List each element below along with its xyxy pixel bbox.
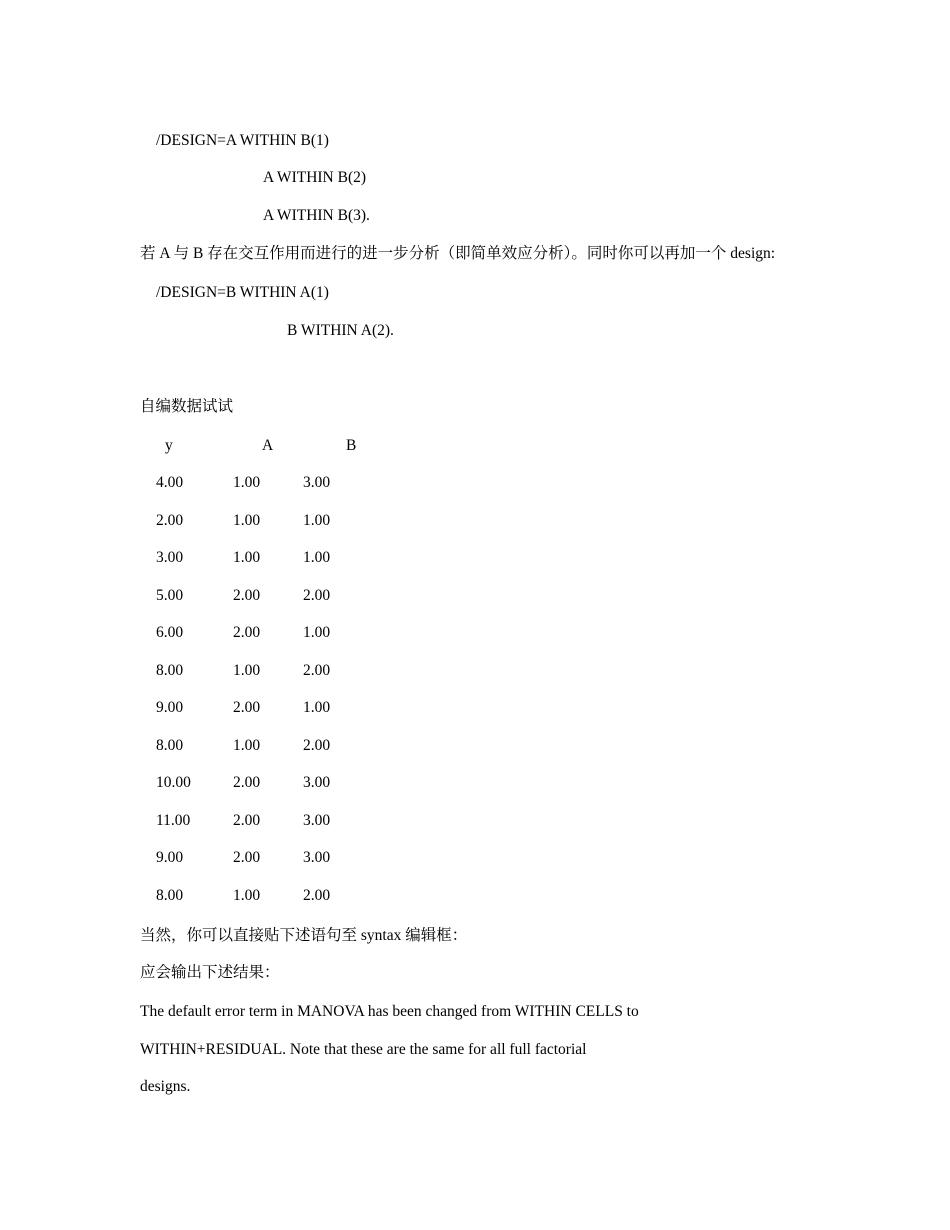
table-cell: 2.00 xyxy=(233,849,261,866)
table-cell: 2.00 xyxy=(233,586,261,604)
table-cell: 10.00 xyxy=(156,774,191,791)
table-cell: 8.00 xyxy=(156,736,184,754)
table-cell: 2.00 xyxy=(233,811,261,829)
table-cell: 2.00 xyxy=(233,699,261,716)
table-cell: 5.00 xyxy=(156,586,184,604)
table-cell: 8.00 xyxy=(156,661,184,679)
table-cell: 9.00 xyxy=(156,699,184,716)
table-header-a: A xyxy=(262,437,274,454)
data-heading: 自编数据试试 xyxy=(140,398,234,415)
table-cell: 1.00 xyxy=(303,549,331,566)
table-cell: 2.00 xyxy=(303,886,331,904)
table-cell: 9.00 xyxy=(156,849,184,866)
table-cell: 2.00 xyxy=(303,736,331,754)
paste-note: 当然，你可以直接贴下述语句至 syntax 编辑框： xyxy=(140,927,468,944)
table-header-y: y xyxy=(165,437,173,454)
table-cell: 3.00 xyxy=(156,549,184,566)
table-cell: 3.00 xyxy=(303,774,331,791)
result-text-line2: WITHIN+RESIDUAL. Note that these are the same for all full factorial xyxy=(140,1041,587,1058)
table-cell: 1.00 xyxy=(233,886,261,904)
table-cell: 1.00 xyxy=(233,549,261,566)
table-cell: 4.00 xyxy=(156,474,184,491)
table-cell: 3.00 xyxy=(303,811,331,829)
table-cell: 8.00 xyxy=(156,886,184,904)
design2-line2: B WITHIN A(2). xyxy=(287,322,394,339)
table-cell: 2.00 xyxy=(303,661,331,679)
table-cell: 11.00 xyxy=(156,811,191,829)
table-cell: 3.00 xyxy=(303,474,331,491)
design1-line2: A WITHIN B(2) xyxy=(263,169,367,186)
design1-line1: /DESIGN=A WITHIN B(1) xyxy=(156,132,329,149)
table-cell: 1.00 xyxy=(303,511,331,529)
table-cell: 1.00 xyxy=(303,699,331,716)
design1-line3: A WITHIN B(3). xyxy=(263,207,370,224)
result-text-line1: The default error term in MANOVA has been changed from WITHIN CELLS to xyxy=(140,1003,639,1020)
table-cell: 1.00 xyxy=(233,661,261,679)
table-header-b: B xyxy=(346,437,357,454)
result-text-line3: designs. xyxy=(140,1078,191,1095)
table-cell: 2.00 xyxy=(233,774,261,791)
table-cell: 2.00 xyxy=(233,624,261,641)
table-cell: 1.00 xyxy=(233,474,261,491)
table-cell: 6.00 xyxy=(156,624,184,641)
table-cell: 2.00 xyxy=(156,511,184,529)
output-note: 应会输出下述结果： xyxy=(140,964,280,981)
design2-line1: /DESIGN=B WITHIN A(1) xyxy=(156,284,329,301)
table-cell: 1.00 xyxy=(233,736,261,754)
table-cell: 3.00 xyxy=(303,849,331,866)
interaction-note: 若 A 与 B 存在交互作用而进行的进一步分析（即简单效应分析）。同时你可以再加一个 design: xyxy=(140,245,776,262)
table-cell: 1.00 xyxy=(233,511,261,529)
table-cell: 2.00 xyxy=(303,586,331,604)
table-cell: 1.00 xyxy=(303,624,331,641)
